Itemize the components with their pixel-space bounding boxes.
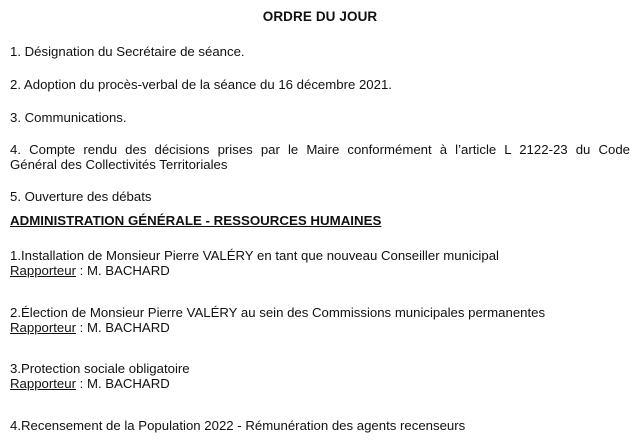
agenda-item-compte-rendu-line-1: 4. Compte rendu des décisions prises par le Maire conformément à l’article L 2122-23 du Code	[10, 142, 630, 157]
page-title: ORDRE DU JOUR	[262, 9, 378, 24]
rapporteur-name: : M. BACHARD	[75, 320, 170, 335]
rapporteur-label: Rapporteur	[10, 263, 76, 278]
section-item-installation: 1.Installation de Monsieur Pierre VALÉRY en tant que nouveau Conseiller municipal	[10, 248, 499, 263]
rapporteur-label: Rapporteur	[10, 320, 76, 335]
section-item-election-rapporteur	[10, 320, 170, 335]
agenda-item-communications: 3. Communications.	[10, 110, 127, 125]
agenda-item-compte-rendu	[10, 142, 630, 172]
agenda-item-compte-rendu-line-2: Général des Collectivités Territoriales	[10, 157, 228, 172]
rapporteur-name: : M. BACHARD	[75, 376, 170, 391]
section-item-protection-sociale-rapporteur	[10, 376, 170, 391]
agenda-item-adoption-proces-verbal: 2. Adoption du procès-verbal de la séance du 16 décembre 2021.	[10, 77, 392, 92]
rapporteur-label: Rapporteur	[10, 376, 76, 391]
agenda-item-designation-secretaire: 1. Désignation du Secrétaire de séance.	[10, 44, 245, 59]
section-item-protection-sociale: 3.Protection sociale obligatoire	[10, 361, 190, 376]
agenda-item-ouverture-debats: 5. Ouverture des débats	[10, 189, 152, 204]
rapporteur-name: : M. BACHARD	[75, 263, 170, 278]
section-item-recensement: 4.Recensement de la Population 2022 - Rémunération des agents recenseurs	[10, 418, 466, 433]
section-heading: ADMINISTRATION GÉNÉRALE - RESSOURCES HUMAINES	[10, 213, 382, 228]
section-item-election: 2.Élection de Monsieur Pierre VALÉRY au sein des Commissions municipales permanentes	[10, 305, 546, 320]
section-item-installation-rapporteur	[10, 263, 170, 278]
